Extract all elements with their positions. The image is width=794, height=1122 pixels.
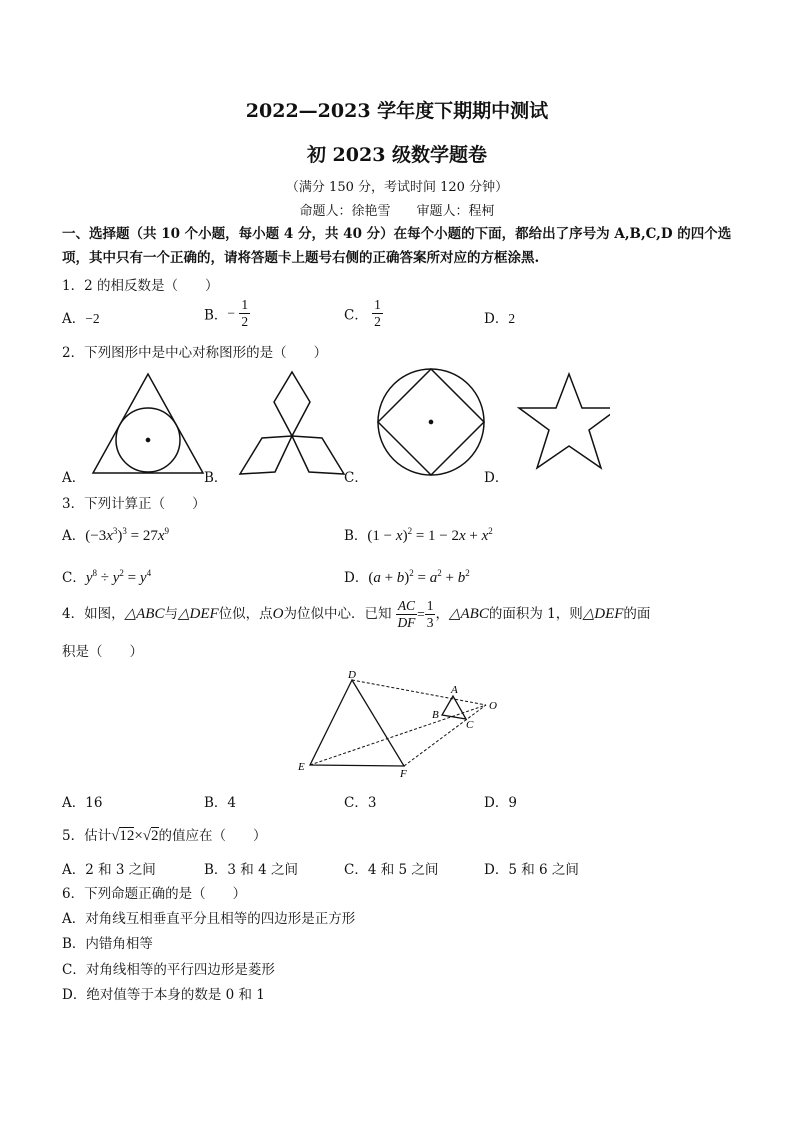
q4-label-c: C	[466, 719, 474, 731]
q4-triangle-abc-2: △ABC	[448, 606, 489, 622]
q1-option-c	[344, 297, 383, 330]
q4-label-a: A	[451, 684, 458, 696]
q4-stem-line2: 积是（ ）	[62, 644, 143, 660]
q4-point-o: O	[272, 606, 284, 622]
q2-figure-d	[519, 374, 610, 468]
q4-word-and: 与	[164, 606, 178, 622]
section1-heading: 一、选择题（共 10 个小题，每小题 4 分，共 40 分）在每个小题的下面，都给出了序号为 A,B,C,D 的四个选项，其中只有一个正确的，请将答题卡上题号右侧的正确答案所对应的方框涂黑.	[62, 226, 732, 266]
q4-option-c	[344, 791, 376, 811]
q4-ratio-value	[425, 598, 436, 631]
q3-option-b	[344, 524, 493, 545]
q4-d-value: 9	[508, 795, 517, 811]
q4-triangle-def-2: △DEF	[582, 606, 624, 622]
q3-a-expr: $(-3x^3)^3 = 27x^9$	[85, 526, 170, 544]
q2-label-d: D．	[484, 470, 509, 486]
q4-stem	[62, 596, 650, 633]
q4-ratio-num: AC	[397, 598, 416, 613]
q2-label-b: B．	[204, 470, 228, 486]
q2-stem: 2．下列图形中是中心对称图形的是（ ）	[62, 345, 328, 361]
exam-info: （满分 150 分，考试时间 120 分钟）	[285, 180, 509, 195]
q3-a-label: A．	[62, 528, 86, 544]
q4-ratio-eq: =	[417, 606, 425, 622]
q4-b-value: 4	[227, 795, 237, 811]
q5-option-a: A．2 和 3 之间	[62, 862, 156, 878]
q1-option-d	[484, 307, 515, 327]
q6-option-c: C．对角线相等的平行四边形是菱形	[62, 962, 275, 978]
q4-stem-part4: ，	[435, 606, 449, 622]
q4-stem-part1: 4．如图，	[62, 606, 125, 622]
q4-a-label: A．	[62, 795, 86, 811]
q2-figure-c	[378, 369, 484, 475]
q5-sqrt-2: √2	[142, 828, 159, 844]
q3-stem: 3．下列计算正（ ）	[62, 496, 206, 512]
q4-c-label: C．	[344, 795, 368, 811]
q4-d-label: D．	[484, 795, 509, 811]
q3-d-label: D．	[344, 570, 369, 586]
q4-ratio-value-num: 1	[426, 598, 434, 613]
q3-c-expr: $y^8 \div y^2 = y^4$	[85, 568, 152, 586]
q1-stem: 1．2 的相反数是（ ）	[62, 278, 219, 294]
q1-c-den: 2	[374, 314, 381, 329]
q4-triangle-def: △DEF	[177, 606, 219, 622]
q1-c-num: 1	[374, 297, 381, 312]
q1-b-num: 1	[241, 297, 249, 312]
q5-sqrt-2-radicand: 2	[151, 828, 159, 844]
q6-option-a: A．对角线互相垂直平分且相等的四边形是正方形	[62, 911, 356, 927]
q1-b-sign: −	[227, 305, 236, 321]
q4-b-label: B．	[204, 795, 228, 811]
q4-option-b	[204, 791, 236, 811]
exam-subtitle: 初 2023 级数学题卷	[306, 144, 488, 166]
q5-option-d: D．5 和 6 之间	[484, 862, 579, 878]
q5-stem-part1: 5．估计	[62, 828, 112, 844]
q4-stem-part5: 的面积为 1，则	[488, 606, 583, 622]
q1-a-label: A．	[62, 311, 86, 327]
q4-c-value: 3	[367, 795, 377, 811]
q6-option-b: B．内错角相等	[62, 936, 153, 952]
q1-option-a	[62, 307, 100, 327]
q3-d-expr: $(a + b)^2 = a^2 + b^2$	[368, 568, 470, 586]
q4-triangle-def-shape	[310, 680, 404, 766]
q3-b-label: B．	[344, 528, 368, 544]
q3-b-expr: $(1 - x)^2 = 1 - 2x + x^2$	[367, 526, 493, 544]
q1-c-fraction	[372, 297, 383, 330]
q1-b-label: B．	[204, 307, 228, 324]
q4-figure	[290, 666, 510, 782]
q4-ratio-den: DF	[397, 615, 416, 630]
q1-c-label: C．	[344, 307, 368, 324]
exam-authors: 命题人：徐艳雪 审题人：程柯	[299, 204, 495, 219]
q3-c-label: C．	[62, 570, 86, 586]
q4-stem-part6: 的面	[623, 606, 651, 622]
q2-figures	[90, 366, 610, 478]
q4-label-f: F	[400, 768, 407, 780]
q1-b-fraction	[239, 297, 250, 330]
q4-stem-part2: 位似，点	[218, 606, 273, 622]
q4-ratio-value-den: 3	[426, 615, 434, 630]
q1-option-b	[204, 297, 250, 330]
q4-label-e: E	[298, 761, 305, 773]
q2-figure-a	[93, 374, 203, 473]
q5-sqrt-12-radicand: 12	[119, 828, 135, 844]
q4-triangle-abc: △ABC	[124, 606, 165, 622]
exam-title: 2022—2023 学年度下期期中测试	[245, 100, 549, 122]
q4-label-d: D	[348, 669, 356, 681]
q5-times: ×	[134, 828, 143, 844]
q4-a-value: 16	[85, 795, 103, 811]
q1-d-value: 2	[508, 311, 516, 326]
q1-a-value: −2	[85, 311, 100, 326]
q1-b-den: 2	[241, 314, 249, 329]
q6-stem: 6．下列命题正确的是（ ）	[62, 886, 247, 902]
q5-sqrt-12: √12	[111, 828, 135, 844]
q5-stem-part2: 的值应在（ ）	[158, 828, 267, 844]
q4-dashed-lines	[310, 680, 486, 766]
q3-option-d	[344, 566, 470, 587]
q4-option-a	[62, 791, 102, 811]
q5-stem	[62, 824, 267, 845]
q4-option-d	[484, 791, 517, 811]
q2-figure-b	[240, 372, 344, 474]
q2-label-a: A．	[62, 470, 86, 486]
q3-option-a	[62, 524, 169, 545]
q1-d-label: D．	[484, 311, 509, 327]
q5-option-c: C．4 和 5 之间	[344, 862, 439, 878]
q2-label-c: C．	[344, 470, 368, 486]
q5-option-b: B．3 和 4 之间	[204, 862, 298, 878]
q4-label-b: B	[432, 709, 439, 721]
q4-label-o: O	[489, 700, 497, 712]
q4-stem-part3: 为位似中心．已知	[283, 606, 392, 622]
q3-option-c	[62, 566, 151, 587]
q6-option-d: D．绝对值等于本身的数是 0 和 1	[62, 987, 265, 1003]
q4-ratio-fraction	[396, 598, 417, 631]
